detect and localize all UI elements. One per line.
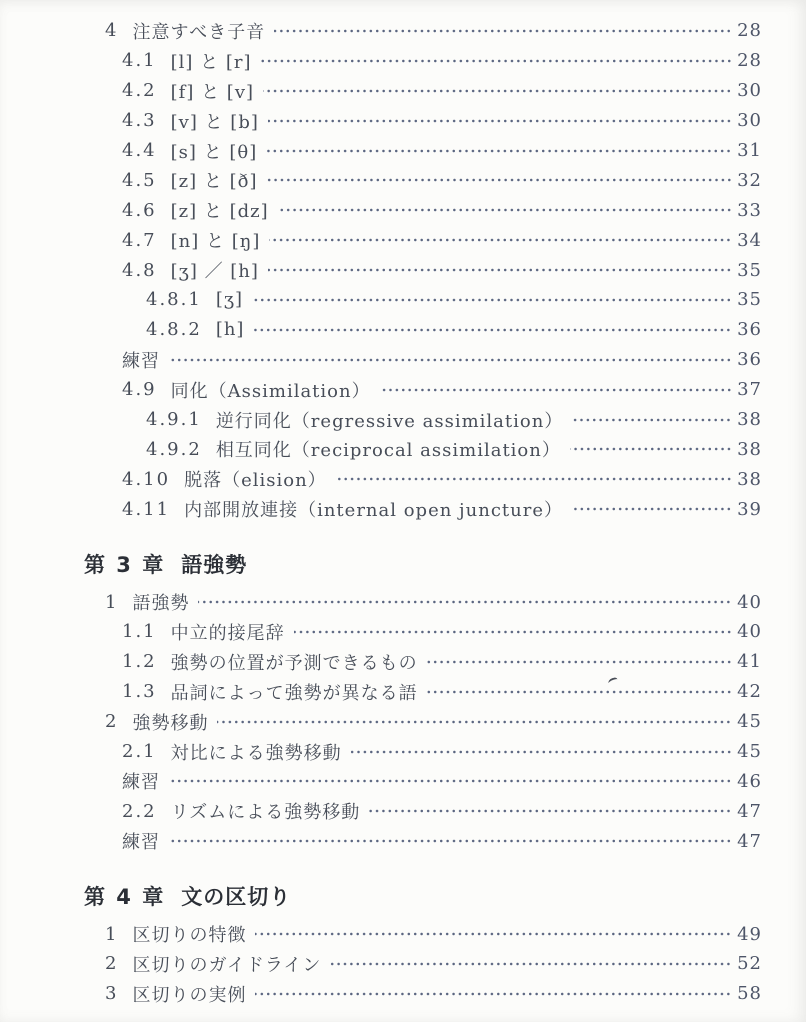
dot-leader: [268, 255, 732, 285]
entry-page-number: 35: [737, 259, 762, 281]
toc-entry: [84, 165, 762, 195]
entry-page-number: 36: [737, 349, 762, 371]
entry-title: 区切りの特徴: [132, 925, 247, 947]
toc-entry: [84, 315, 762, 345]
entry-page-number: 30: [737, 80, 762, 102]
chapter-title: 文の区切り: [181, 885, 292, 910]
entry-number: 1.2: [122, 651, 157, 673]
toc-entry: [84, 106, 762, 136]
entry-number: 2.2: [122, 800, 157, 822]
entry-page-number: 34: [737, 229, 762, 251]
entry-number: 4.9.1: [146, 409, 202, 431]
toc-entry: [84, 949, 762, 979]
entry-number: 4.6: [122, 199, 157, 221]
toc-entry: [84, 255, 762, 285]
entry-title: [ʒ] ／ [h]: [170, 261, 259, 283]
entry-page-number: 45: [737, 711, 762, 733]
entry-number: 4.9: [122, 379, 157, 401]
dot-leader: [255, 919, 732, 949]
toc-entry: [84, 195, 762, 225]
toc-entry: [84, 979, 762, 1009]
toc-entry: [84, 16, 762, 46]
entry-page-number: 30: [737, 110, 762, 132]
entry-title: 逆行同化（regressive assimilation）: [215, 410, 564, 432]
entry-number: 4.4: [122, 140, 157, 161]
entry-title: [l] と [r]: [170, 51, 252, 73]
entry-number: 4.7: [122, 229, 157, 251]
dot-leader: [198, 587, 732, 617]
entry-number: 4.10: [122, 468, 171, 490]
dot-leader: [169, 826, 732, 856]
entry-number: 4.11: [122, 498, 171, 520]
entry-title: [v] と [b]: [170, 111, 259, 133]
entry-page-number: 38: [737, 409, 762, 431]
entry-number: 4.8: [122, 259, 157, 281]
entry-title: 脱落（elision）: [184, 470, 327, 492]
dot-leader: [570, 434, 732, 464]
entry-page-number: 38: [737, 438, 762, 460]
dot-leader: [261, 46, 732, 76]
dot-leader: [269, 225, 732, 255]
toc-entry: [84, 617, 762, 647]
toc-entry: [84, 707, 762, 737]
toc-section: [84, 16, 762, 524]
entry-page-number: 39: [737, 498, 762, 520]
entry-title: 強勢の位置が予測できるもの: [170, 652, 418, 674]
toc-section: [84, 880, 762, 1009]
toc-entry: [84, 464, 762, 494]
dot-leader: [294, 617, 732, 647]
dot-leader: [263, 76, 732, 106]
entry-page-number: 46: [737, 770, 762, 792]
dot-leader: [369, 796, 732, 826]
toc-entry: [84, 647, 762, 677]
entry-number: 4.2: [122, 80, 157, 102]
toc-entry: [84, 737, 762, 767]
toc-entry: [84, 434, 762, 464]
dot-leader: [217, 707, 732, 737]
entry-title: [h]: [215, 319, 245, 341]
entry-number: 1.1: [122, 621, 157, 643]
entry-title: 同化（Assimilation）: [170, 380, 371, 402]
dot-leader: [330, 949, 732, 979]
toc-entry: [84, 405, 762, 435]
entry-number: 4: [105, 20, 119, 42]
toc-entry: [84, 796, 762, 826]
entry-number: 1: [105, 923, 119, 945]
chapter-number-label: 第 4 章: [84, 885, 166, 910]
entry-number: 1: [105, 591, 119, 613]
dot-leader: [268, 106, 732, 136]
entry-title: [ʒ]: [215, 289, 244, 311]
entry-title: 練習: [122, 772, 160, 794]
entry-title: 区切りのガイドライン: [132, 954, 322, 976]
entry-page-number: 42: [737, 681, 762, 703]
entry-title: [z] と [ð]: [170, 171, 258, 193]
toc-entry: [84, 494, 762, 524]
entry-number: 2.1: [122, 741, 157, 763]
dot-leader: [255, 979, 732, 1009]
entry-page-number: 47: [737, 800, 762, 822]
entry-page-number: 36: [737, 319, 762, 341]
toc-entry: [84, 345, 762, 375]
entry-number: 2: [105, 953, 119, 975]
entry-title: 区切りの実例: [132, 984, 247, 1006]
entry-page-number: 28: [737, 50, 762, 72]
entry-title: [f] と [v]: [170, 81, 255, 103]
entry-page-number: 37: [737, 379, 762, 401]
dot-leader: [336, 464, 732, 494]
chapter-title: 語強勢: [181, 553, 248, 578]
entry-title: [z] と [dz]: [170, 201, 269, 223]
dot-leader: [253, 315, 732, 345]
dot-leader: [169, 345, 732, 375]
toc-entry: [84, 46, 762, 76]
entry-number: 4.8.1: [146, 289, 202, 311]
entry-number: 2: [105, 711, 119, 733]
toc-entry: [84, 225, 762, 255]
dot-leader: [267, 165, 733, 195]
entry-title: 語強勢: [132, 593, 190, 615]
entry-title: 相互同化（reciprocal assimilation）: [215, 440, 561, 462]
entry-number: 4.1: [122, 50, 157, 72]
entry-page-number: 38: [737, 468, 762, 490]
entry-title: [n] と [ŋ]: [170, 231, 261, 253]
entry-page-number: 49: [737, 923, 762, 945]
chapter-heading: [84, 880, 762, 914]
entry-title: 練習: [122, 832, 160, 854]
dot-leader: [380, 375, 732, 405]
toc: [84, 16, 762, 1009]
toc-entry: [84, 587, 762, 617]
dot-leader: [252, 285, 732, 315]
chapter-number-label: 第 3 章: [84, 553, 166, 578]
entry-page-number: 52: [737, 953, 762, 975]
toc-section: [84, 548, 762, 856]
dot-leader: [169, 766, 732, 796]
entry-page-number: 35: [737, 289, 762, 311]
dot-leader: [427, 647, 732, 677]
toc-entry: [84, 919, 762, 949]
toc-entry: [84, 677, 762, 707]
dot-leader: [427, 677, 732, 707]
entry-page-number: 28: [737, 20, 762, 42]
toc-entry: [84, 136, 762, 166]
entry-number: 4.3: [122, 110, 157, 132]
entry-title: 対比による強勢移動: [170, 742, 342, 764]
entry-page-number: 32: [737, 169, 762, 191]
entry-title: リズムによる強勢移動: [170, 802, 361, 824]
dot-leader: [266, 136, 732, 166]
entry-page-number: 47: [737, 830, 762, 852]
entry-title: [s] と [θ]: [170, 141, 258, 163]
entry-number: 4.8.2: [146, 319, 202, 341]
entry-title: 中立的接尾辞: [170, 622, 285, 644]
entry-page-number: 33: [737, 199, 762, 221]
entry-title: 品詞によって強勢が異なる語: [170, 682, 418, 704]
chapter-heading: [84, 548, 762, 582]
entry-title: 注意すべき子音: [132, 21, 266, 43]
entry-title: 強勢移動: [132, 712, 209, 734]
entry-title: 内部開放連接（internal open juncture）: [184, 500, 563, 522]
toc-entry: [84, 285, 762, 315]
entry-number: 3: [105, 983, 119, 1005]
entry-number: 4.9.2: [146, 438, 202, 460]
dot-leader: [278, 195, 732, 225]
dot-leader: [274, 16, 732, 46]
entry-page-number: 58: [737, 983, 762, 1005]
entry-title: 練習: [122, 350, 160, 372]
toc-entry: [84, 76, 762, 106]
entry-page-number: 40: [737, 591, 762, 613]
dot-leader: [351, 737, 732, 767]
dot-leader: [572, 405, 732, 435]
entry-page-number: 40: [737, 621, 762, 643]
entry-page-number: 45: [737, 741, 762, 763]
toc-entry: [84, 826, 762, 856]
toc-entry: [84, 375, 762, 405]
entry-page-number: 31: [737, 140, 762, 161]
entry-page-number: 41: [737, 651, 762, 673]
entry-number: 4.5: [122, 169, 157, 191]
dot-leader: [572, 494, 732, 524]
toc-entry: [84, 766, 762, 796]
entry-number: 1.3: [122, 681, 157, 703]
